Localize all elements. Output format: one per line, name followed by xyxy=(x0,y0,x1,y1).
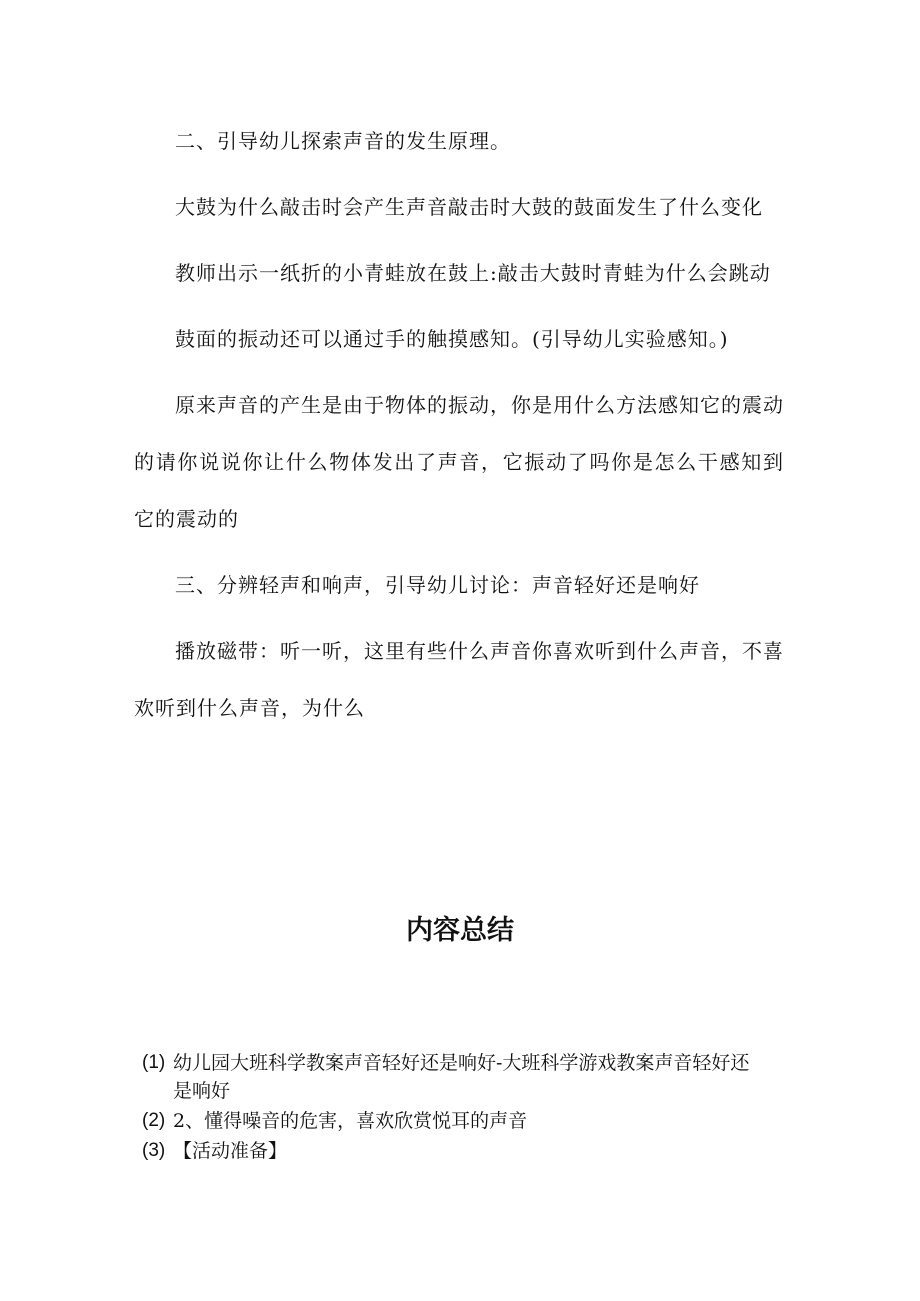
paragraph-section-three-heading: 三、分辨轻声和响声，引导幼儿讨论：声音轻好还是响好 xyxy=(175,573,700,597)
summary-item-text: 【活动准备】 xyxy=(173,1140,288,1162)
document-body xyxy=(134,113,784,746)
summary-item xyxy=(142,1137,762,1165)
summary-item-text: 2、懂得噪音的危害，喜欢欣赏悦耳的声音 xyxy=(173,1110,528,1132)
paragraph-paper-frog: 教师出示一纸折的小青蛙放在鼓上:敲击大鼓时青蛙为什么会跳动 xyxy=(175,261,771,285)
paragraph-play-tape: 播放磁带：听一听，这里有些什么声音你喜欢听到什么声音，不喜欢听到什么声音，为什么 xyxy=(134,639,784,720)
summary-list xyxy=(142,1049,762,1167)
paragraph-drum-question: 大鼓为什么敲击时会产生声音敲击时大鼓的鼓面发生了什么变化 xyxy=(175,195,763,219)
summary-item xyxy=(142,1107,762,1135)
summary-item-number: (3) xyxy=(142,1140,166,1161)
summary-item-number: (2) xyxy=(142,1110,166,1131)
summary-item xyxy=(142,1049,762,1105)
paragraph-sound-origin: 原来声音的产生是由于物体的振动，你是用什么方法感知它的震动的请你说说你让什么物体发出了声音，它振动了吗你是怎么干感知到它的震动的 xyxy=(134,393,784,531)
summary-item-text: 幼儿园大班科学教案声音轻好还是响好-大班科学游戏教案声音轻好还是响好 xyxy=(173,1052,750,1102)
summary-item-number: (1) xyxy=(142,1052,166,1073)
summary-title: 内容总结 xyxy=(406,915,514,946)
paragraph-touch-vibration: 鼓面的振动还可以通过手的触摸感知。(引导幼儿实验感知。) xyxy=(175,327,729,351)
paragraph-section-two-heading: 二、引导幼儿探索声音的发生原理。 xyxy=(175,129,511,153)
